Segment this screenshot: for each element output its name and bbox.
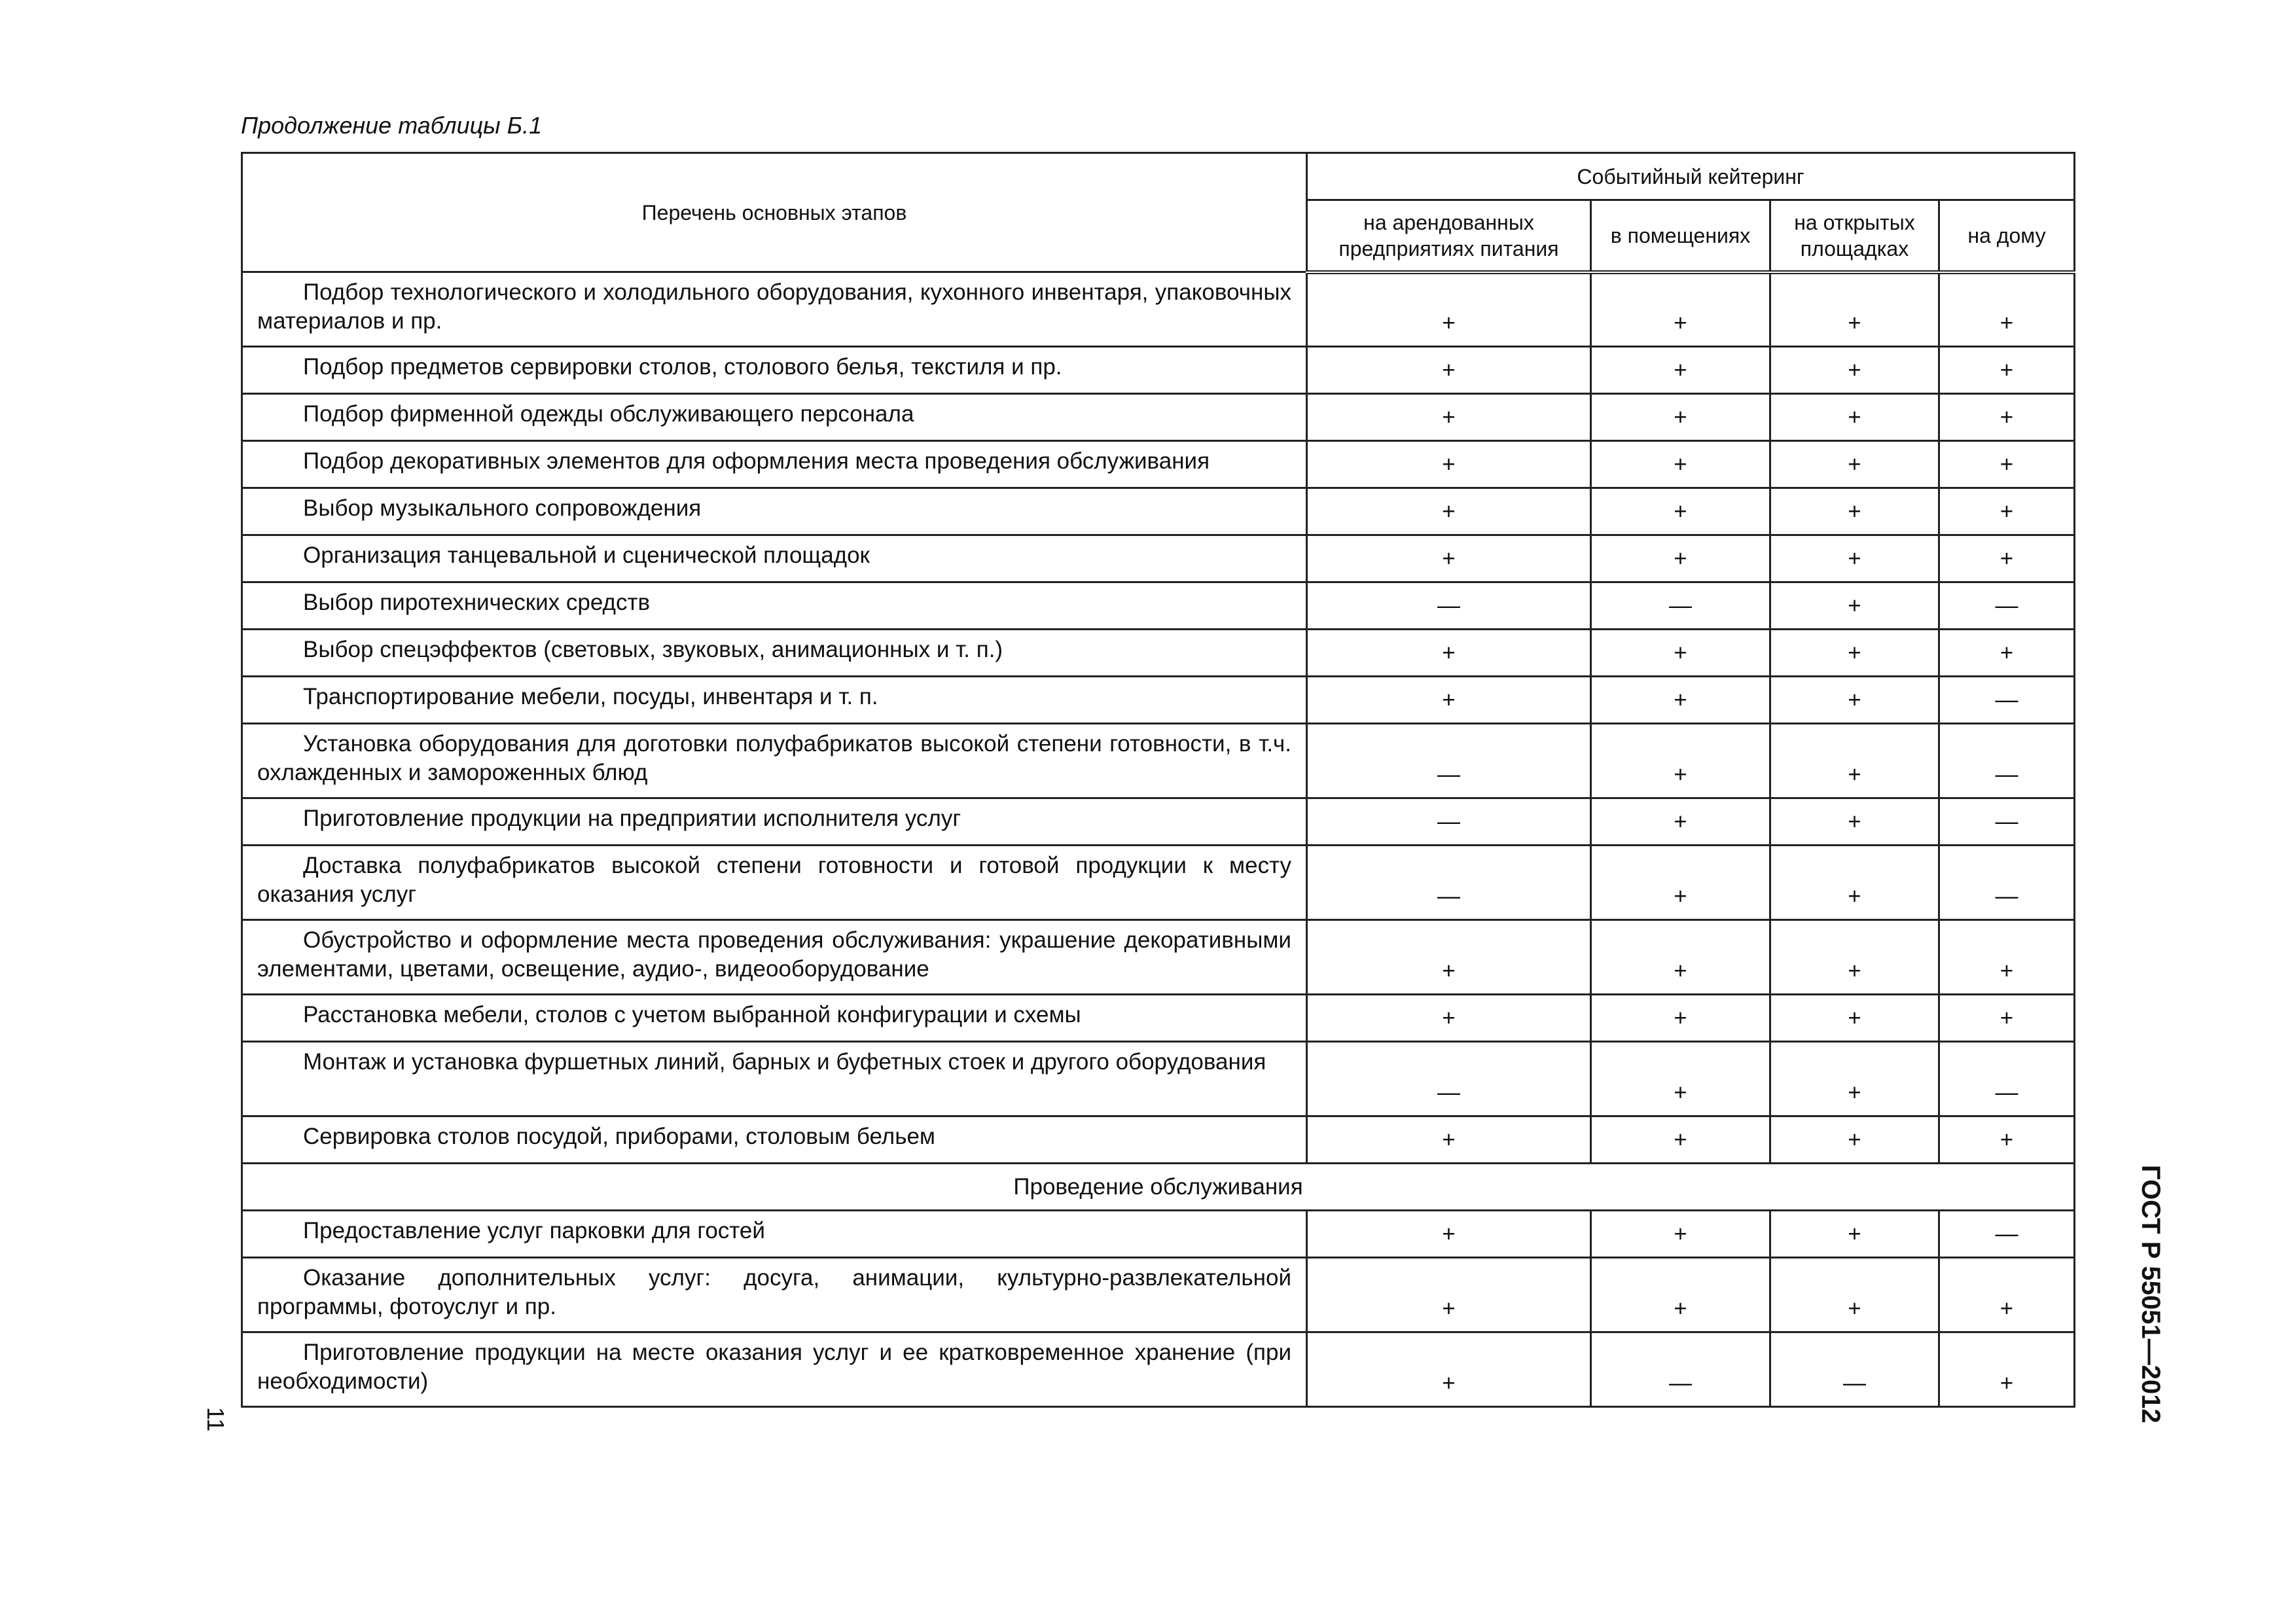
mark-cell: — [1939, 798, 2075, 846]
mark-cell: + [1939, 488, 2075, 535]
header-col-home: на дому [1939, 200, 2075, 272]
mark-cell: + [1770, 535, 1939, 582]
mark-cell: + [1939, 347, 2075, 394]
step-text: Подбор декоративных элементов для оформления места проведения обслуживания [303, 448, 1210, 474]
mark-cell: + [1591, 347, 1770, 394]
header-col-rented: на арендованных предприятиях питания [1307, 200, 1591, 272]
mark-cell: — [1307, 1042, 1591, 1116]
step-cell [242, 1116, 1307, 1164]
header-col-indoors: в помещениях [1591, 200, 1770, 272]
table-row [242, 1332, 2075, 1407]
table-row [242, 920, 2075, 995]
mark-cell: + [1939, 1116, 2075, 1164]
mark-cell: + [1591, 630, 1770, 677]
table-row [242, 630, 2075, 677]
step-text: Предоставление услуг парковки для гостей [303, 1218, 765, 1243]
step-text: Выбор пиротехнических средств [303, 590, 651, 615]
table-row [242, 798, 2075, 846]
mark-cell: + [1591, 1211, 1770, 1258]
table-row [242, 582, 2075, 630]
step-cell [242, 1042, 1307, 1116]
mark-cell: — [1307, 724, 1591, 798]
table-row [242, 272, 2075, 347]
step-cell [242, 995, 1307, 1042]
step-cell [242, 677, 1307, 724]
mark-cell: + [1591, 920, 1770, 995]
step-text: Обустройство и оформление места проведения обслуживания: украшение декоративными элементами, цветами, освещение, аудио-, видеооборудование [257, 927, 1291, 982]
mark-cell: + [1770, 677, 1939, 724]
mark-cell: + [1591, 798, 1770, 846]
mark-cell: — [1307, 846, 1591, 920]
step-cell [242, 1332, 1307, 1407]
mark-cell: + [1939, 1332, 2075, 1407]
mark-cell: + [1770, 846, 1939, 920]
mark-cell: — [1939, 846, 2075, 920]
mark-cell: + [1307, 995, 1591, 1042]
mark-cell: — [1939, 724, 2075, 798]
mark-cell: + [1307, 394, 1591, 441]
step-text: Расстановка мебели, столов с учетом выбранной конфигурации и схемы [303, 1002, 1081, 1027]
mark-cell: — [1939, 582, 2075, 630]
step-cell [242, 582, 1307, 630]
table-row [242, 846, 2075, 920]
mark-cell: + [1591, 846, 1770, 920]
mark-cell: + [1770, 995, 1939, 1042]
step-text: Доставка полуфабрикатов высокой степени готовности и готовой продукции к месту оказания услуг [257, 853, 1291, 907]
mark-cell: + [1307, 347, 1591, 394]
mark-cell: + [1770, 272, 1939, 347]
table-row [242, 1258, 2075, 1332]
step-cell [242, 1258, 1307, 1332]
mark-cell: + [1591, 441, 1770, 488]
mark-cell: + [1770, 582, 1939, 630]
mark-cell: — [1770, 1332, 1939, 1407]
section-title: Проведение обслуживания [242, 1164, 2075, 1211]
stages-table [241, 152, 2075, 1408]
mark-cell: + [1939, 441, 2075, 488]
step-text: Приготовление продукции на месте оказания услуг и ее кратковременное хранение (при необходимости) [257, 1340, 1291, 1394]
step-cell [242, 394, 1307, 441]
mark-cell: + [1939, 995, 2075, 1042]
mark-cell: + [1307, 1211, 1591, 1258]
mark-cell: + [1939, 394, 2075, 441]
mark-cell: — [1939, 677, 2075, 724]
mark-cell: + [1939, 535, 2075, 582]
step-cell [242, 441, 1307, 488]
mark-cell: + [1591, 394, 1770, 441]
mark-cell: — [1591, 1332, 1770, 1407]
table-row [242, 394, 2075, 441]
mark-cell: + [1591, 1258, 1770, 1332]
mark-cell: + [1770, 1116, 1939, 1164]
mark-cell: — [1939, 1211, 2075, 1258]
mark-cell: + [1939, 920, 2075, 995]
mark-cell: — [1939, 1042, 2075, 1116]
mark-cell: + [1307, 920, 1591, 995]
table-row [242, 724, 2075, 798]
mark-cell: + [1307, 488, 1591, 535]
mark-cell: + [1591, 1042, 1770, 1116]
step-cell [242, 272, 1307, 347]
mark-cell: + [1591, 995, 1770, 1042]
mark-cell: + [1770, 1042, 1939, 1116]
step-text: Оказание дополнительных услуг: досуга, анимации, культурно-развлекательной программы, фотоуслуг и пр. [257, 1265, 1291, 1319]
mark-cell: + [1770, 724, 1939, 798]
step-text: Установка оборудования для доготовки полуфабрикатов высокой степени готовности, в т.ч. охлажденных и замороженных блюд [257, 731, 1291, 785]
mark-cell: + [1307, 441, 1591, 488]
step-text: Транспортирование мебели, посуды, инвентаря и т. п. [303, 684, 878, 709]
step-cell [242, 488, 1307, 535]
table-body [242, 272, 2075, 1407]
step-text: Организация танцевальной и сценической площадок [303, 543, 870, 568]
step-cell [242, 846, 1307, 920]
page-number: 11 [202, 1407, 229, 1432]
step-text: Выбор спецэффектов (световых, звуковых, анимационных и т. п.) [303, 637, 1003, 662]
mark-cell: + [1591, 272, 1770, 347]
mark-cell: + [1939, 630, 2075, 677]
table-caption: Продолжение таблицы Б.1 [241, 112, 543, 139]
step-cell [242, 920, 1307, 995]
mark-cell: — [1591, 582, 1770, 630]
mark-cell: + [1591, 677, 1770, 724]
step-cell [242, 1211, 1307, 1258]
header-steps: Перечень основных этапов [242, 153, 1307, 272]
table-row [242, 488, 2075, 535]
mark-cell: + [1770, 488, 1939, 535]
mark-cell: + [1307, 677, 1591, 724]
mark-cell: + [1307, 1258, 1591, 1332]
mark-cell: — [1307, 798, 1591, 846]
table-row [242, 441, 2075, 488]
step-text: Выбор музыкального сопровождения [303, 495, 702, 521]
mark-cell: + [1591, 535, 1770, 582]
step-cell [242, 798, 1307, 846]
step-cell [242, 724, 1307, 798]
mark-cell: + [1307, 272, 1591, 347]
table-row [242, 1042, 2075, 1116]
mark-cell: + [1770, 630, 1939, 677]
step-text: Монтаж и установка фуршетных линий, барных и буфетных стоек и другого оборудования [303, 1049, 1266, 1075]
step-text: Подбор предметов сервировки столов, столового белья, текстиля и пр. [303, 354, 1062, 380]
mark-cell: + [1307, 1332, 1591, 1407]
mark-cell: + [1770, 441, 1939, 488]
table-row [242, 677, 2075, 724]
mark-cell: + [1770, 1258, 1939, 1332]
mark-cell: + [1307, 535, 1591, 582]
document-code: ГОСТ Р 55051—2012 [2136, 1165, 2165, 1423]
mark-cell: + [1307, 1116, 1591, 1164]
mark-cell: + [1770, 1211, 1939, 1258]
step-text: Сервировка столов посудой, приборами, столовым бельем [303, 1124, 935, 1149]
mark-cell: + [1307, 630, 1591, 677]
mark-cell: + [1770, 347, 1939, 394]
mark-cell: + [1591, 724, 1770, 798]
table-row [242, 1211, 2075, 1258]
table-row [242, 535, 2075, 582]
step-text: Приготовление продукции на предприятии исполнителя услуг [303, 806, 961, 831]
mark-cell: + [1591, 1116, 1770, 1164]
mark-cell: + [1770, 920, 1939, 995]
header-group: Событийный кейтеринг [1307, 153, 2075, 200]
step-cell [242, 630, 1307, 677]
step-text: Подбор фирменной одежды обслуживающего персонала [303, 401, 914, 427]
mark-cell: + [1939, 272, 2075, 347]
step-text: Подбор технологического и холодильного оборудования, кухонного инвентаря, упаковочных материалов и пр. [257, 279, 1291, 334]
mark-cell: + [1939, 1258, 2075, 1332]
table-row [242, 347, 2075, 394]
table-row [242, 995, 2075, 1042]
mark-cell: — [1307, 582, 1591, 630]
table-row [242, 1116, 2075, 1164]
section-row [242, 1164, 2075, 1211]
step-cell [242, 347, 1307, 394]
mark-cell: + [1770, 394, 1939, 441]
step-cell [242, 535, 1307, 582]
mark-cell: + [1770, 798, 1939, 846]
mark-cell: + [1591, 488, 1770, 535]
header-col-outdoors: на открытых площадках [1770, 200, 1939, 272]
